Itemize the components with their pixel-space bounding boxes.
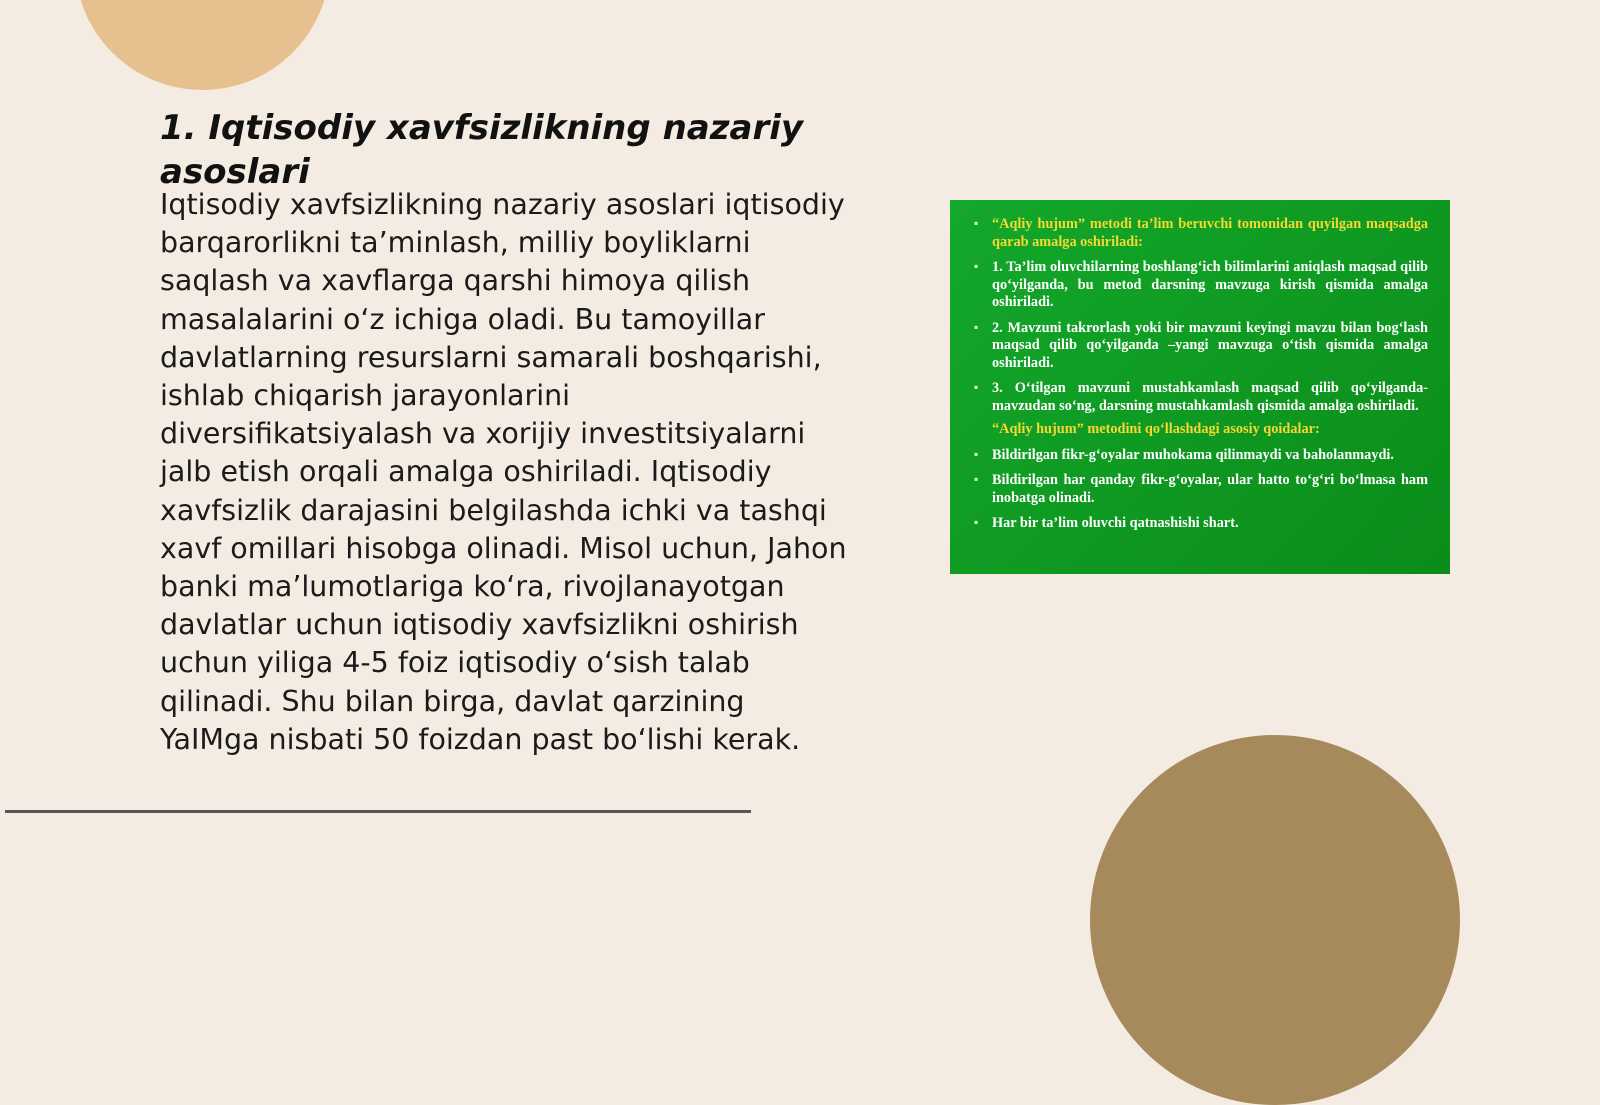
panel-item-text: 2. Mavzuni takrorlash yoki bir mavzuni keyingi mavzu bilan bog‘lash maqsad qilib qo‘yilganda –yangi mavzuga o‘tish qismida amalga oshiriladi.	[992, 319, 1428, 371]
panel-rule-item	[972, 472, 1428, 507]
panel-item-text: 1. Ta’lim oluvchilarning boshlang‘ich bilimlarini aniqlash maqsad qilib qo‘yilganda, bu metod darsning mavzuga kirish qismida amalga oshiriladi.	[992, 259, 1428, 310]
panel-item	[972, 380, 1428, 415]
slide-body-text: Iqtisodiy xavfsizlikning nazariy asoslari iqtisodiy barqarorlikni ta’minlash, milliy boyliklarni saqlash va xavflarga qarshi himoya qilish masalalarini o‘z ichiga oladi. Bu tamoyillar davlatlarning resurslarni samarali boshqarishi, ishlab chiqarish jarayonlarini diversifikatsiyalash va xorijiy investitsiyalarni jalb etish orqali amalga oshiriladi. Iqtisodiy xavfsizlik darajasini belgilashda ichki va tashqi xavf omillari hisobga olinadi. Misol uchun, Jahon banki ma’lumotlariga ko‘ra, rivojlanayotgan davlatlar uchun iqtisodiy xavfsizlikni oshirish uchun yiliga 4-5 foiz iqtisodiy o‘sish talab qilinadi. Shu bilan birga, davlat qarzining YaIMga nisbati 50 foizdan past bo‘lishi kerak.	[160, 188, 847, 756]
panel-item-text: 3. O‘tilgan mavzuni mustahkamlash maqsad qilib qo‘yilganda-mavzudan so‘ng, darsning mustahkamlash qismida amalga oshiriladi.	[992, 380, 1428, 414]
decorative-circle-top	[75, 0, 330, 90]
bullet-icon: ▪	[974, 216, 979, 230]
bullet-icon: ▪	[974, 446, 979, 461]
divider-line	[5, 810, 751, 813]
slide-title: 1. Iqtisodiy xavfsizlikning nazariy asoslari	[160, 108, 804, 192]
panel-rule-text: Har bir ta’lim oluvchi qatnashishi shart.	[992, 515, 1239, 531]
panel-item	[972, 216, 1428, 251]
decorative-circle-bottom	[1090, 735, 1460, 1105]
panel-rules-list	[972, 447, 1428, 533]
panel-method-list	[972, 216, 1428, 415]
bullet-icon: ▪	[974, 380, 979, 394]
panel-item	[972, 320, 1428, 373]
bullet-icon: ▪	[974, 259, 979, 273]
bullet-icon: ▪	[974, 472, 979, 486]
panel-item	[972, 259, 1428, 312]
panel-rule-text: Bildirilgan fikr-g‘oyalar muhokama qilinmaydi va baholanmaydi.	[992, 446, 1394, 463]
panel-item-text: “Aqliy hujum” metodi ta’lim beruvchi tomonidan quyilgan maqsadga qarab amalga oshiriladi:	[992, 216, 1428, 250]
panel-rule-item	[972, 515, 1428, 533]
panel-rules-heading: “Aqliy hujum” metodini qo‘llashdagi asosiy qoidalar:	[992, 421, 1320, 437]
aqliy-hujum-panel	[950, 200, 1450, 574]
panel-rule-item	[972, 447, 1428, 465]
panel-rule-text: Bildirilgan har qanday fikr-g‘oyalar, ular hatto to‘g‘ri bo‘lmasa ham inobatga olinadi.	[992, 472, 1428, 506]
bullet-icon: ▪	[974, 515, 979, 529]
bullet-icon: ▪	[974, 319, 979, 334]
